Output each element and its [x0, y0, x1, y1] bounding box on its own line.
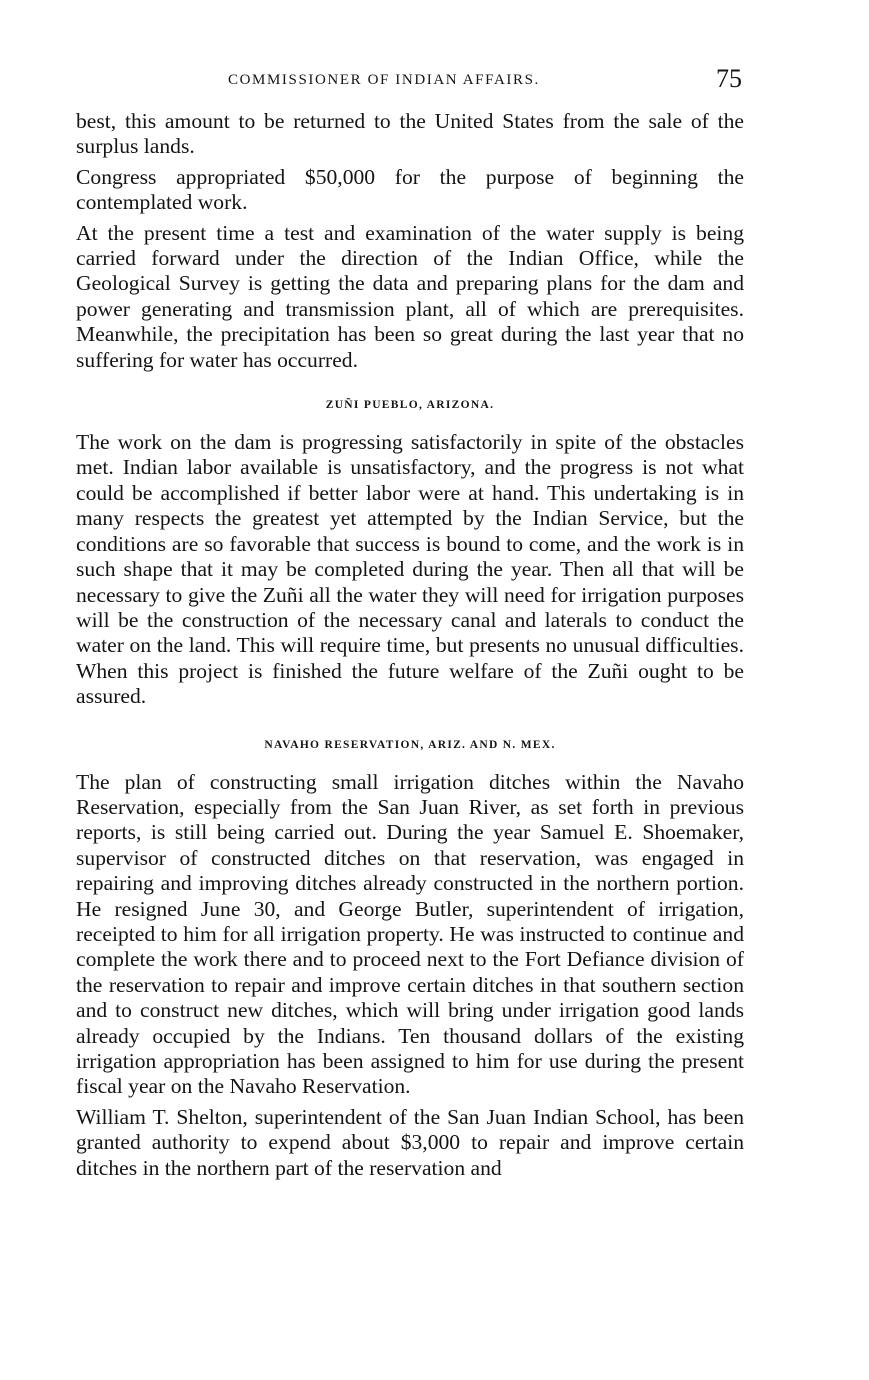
paragraph-water-supply-test: At the present time a test and examination of the water supply is being carried forward under the direction of the Indian Office, while the Geological Survey is getting the data and preparing plans for the dam and power generating and transmission plant, all of which are prerequisites. Meanwhile, the precipitation has been so great during the last year that no suffering for water has occurred.: [76, 220, 744, 372]
body-text: [76, 109, 744, 1181]
running-head-title: COMMISSIONER OF INDIAN AFFAIRS.: [228, 72, 540, 88]
page-number: 75: [716, 64, 742, 93]
paragraph-navaho-ditches: The plan of constructing small irrigation ditches within the Navaho Reservation, especially from the San Juan River, as set forth in previous reports, is still being carried out. During the year Samuel E. Shoemaker, supervisor of constructed ditches on that reservation, was engaged in repairing and improving ditches already constructed in the northern portion. He resigned June 30, and George Butler, superintendent of irrigation, receipted to him for all irrigation property. He was instructed to continue and complete the work there and to proceed next to the Fort Defiance division of the reservation to repair and improve certain ditches in that southern section and to construct new ditches, which will bring under irrigation good lands already occupied by the Indians. Ten thousand dollars of the existing irrigation appropriation has been assigned to him for use during the present fiscal year on the Navaho Reservation.: [76, 769, 744, 1099]
paragraph-shelton-authority: William T. Shelton, superintendent of the San Juan Indian School, has been granted authority to expend about $3,000 to repair and improve certain ditches in the northern part of the reservation and: [76, 1104, 744, 1180]
paragraph-congress-appropriation: Congress appropriated $50,000 for the purpose of beginning the contemplated work.: [76, 164, 744, 215]
section-heading-zuni-pueblo: ZUÑI PUEBLO, ARIZONA.: [325, 399, 495, 412]
paragraph-surplus-lands: best, this amount to be returned to the United States from the sale of the surplus lands.: [76, 109, 744, 159]
paragraph-zuni-dam: The work on the dam is progressing satisfactorily in spite of the obstacles met. Indian labor available is unsatisfactory, and the progress is not what could be accomplished if better labor were at hand. This undertaking is in many respects the greatest yet attempted by the Indian Service, but the conditions are so favorable that success is bound to come, and the work is in such shape that it may be completed during the year. Then all that will be necessary to give the Zuñi all the water they will need for irrigation purposes will be the construction of the necessary canal and laterals to conduct the water on the land. This will require time, but presents no unusual difficulties. When this project is finished the future welfare of the Zuñi ought to be assured.: [76, 430, 744, 709]
running-head: [76, 64, 744, 96]
section-heading-navaho-reservation: NAVAHO RESERVATION, ARIZ. AND N. MEX.: [264, 738, 556, 751]
